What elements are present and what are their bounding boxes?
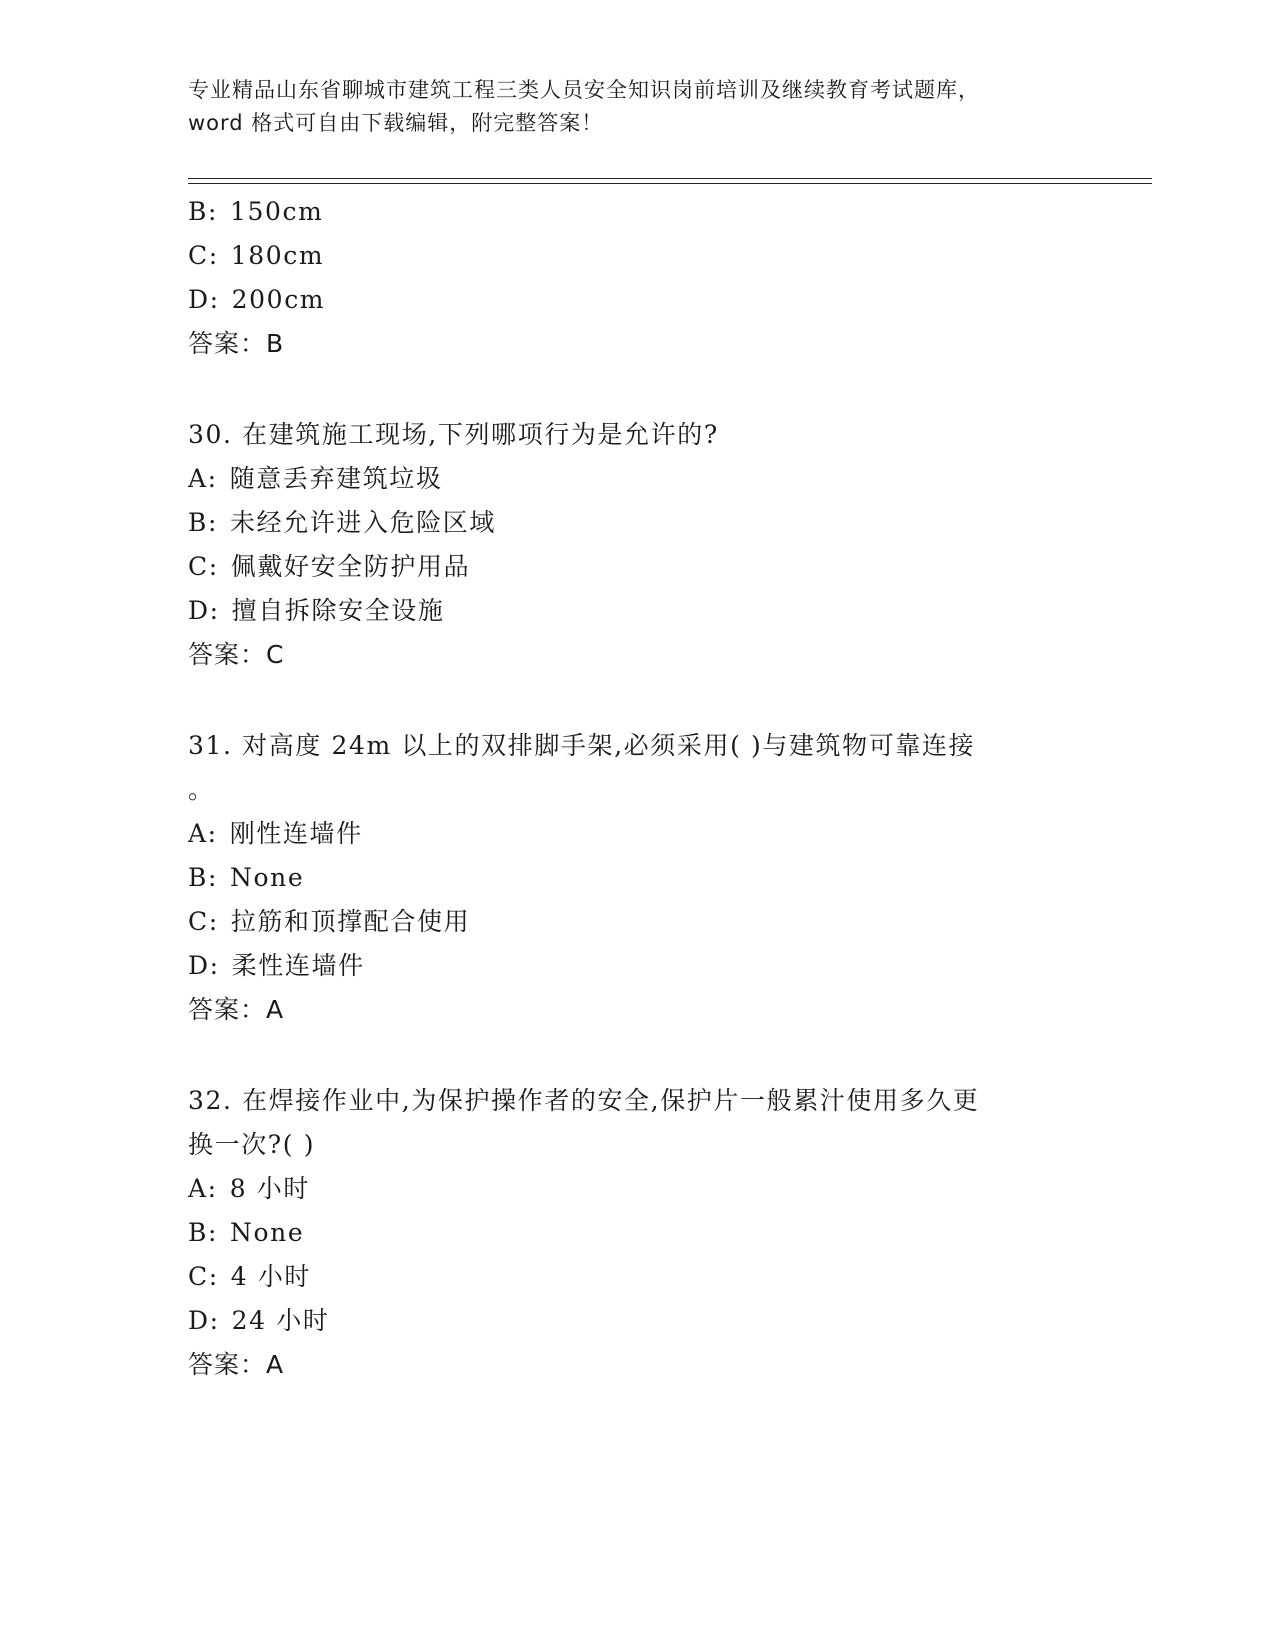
- question-31-line-2: 。: [188, 775, 215, 804]
- option-a: A: 随意丢弃建筑垃圾: [188, 464, 443, 493]
- document-header: [188, 74, 1088, 140]
- option-c: C: 180cm: [188, 241, 325, 270]
- answer-line: 答案：C: [188, 640, 285, 669]
- option-d: D: 24 小时: [188, 1306, 330, 1335]
- question-32-line-2: 换一次?( ): [188, 1130, 316, 1159]
- option-b: B: 未经允许进入危险区域: [188, 508, 497, 537]
- option-c: C: 佩戴好安全防护用品: [188, 552, 471, 581]
- question-30: 30. 在建筑施工现场,下列哪项行为是允许的?: [188, 420, 719, 449]
- question-32-line-1: 32. 在焊接作业中,为保护操作者的安全,保护片一般累汁使用多久更: [188, 1086, 980, 1115]
- header-line-1: 专业精品山东省聊城市建筑工程三类人员安全知识岗前培训及继续教育考试题库，: [188, 78, 980, 102]
- answer-line: 答案：A: [188, 995, 285, 1024]
- option-d: D: 200cm: [188, 285, 326, 314]
- header-divider: [188, 178, 1152, 184]
- answer-line: 答案：B: [188, 329, 285, 358]
- option-b: B: None: [188, 863, 305, 892]
- header-line-2: word 格式可自由下载编辑，附完整答案！: [188, 111, 604, 135]
- option-d: D: 擅自拆除安全设施: [188, 596, 445, 625]
- option-b: B: 150cm: [188, 197, 324, 226]
- option-b: B: None: [188, 1218, 305, 1247]
- option-a: A: 刚性连墙件: [188, 819, 363, 848]
- option-a: A: 8 小时: [188, 1174, 310, 1203]
- option-d: D: 柔性连墙件: [188, 951, 365, 980]
- option-c: C: 4 小时: [188, 1262, 312, 1291]
- answer-line: 答案：A: [188, 1350, 285, 1379]
- question-31-line-1: 31. 对高度 24m 以上的双排脚手架,必须采用( )与建筑物可靠连接: [188, 731, 976, 760]
- option-c: C: 拉筋和顶撑配合使用: [188, 907, 471, 936]
